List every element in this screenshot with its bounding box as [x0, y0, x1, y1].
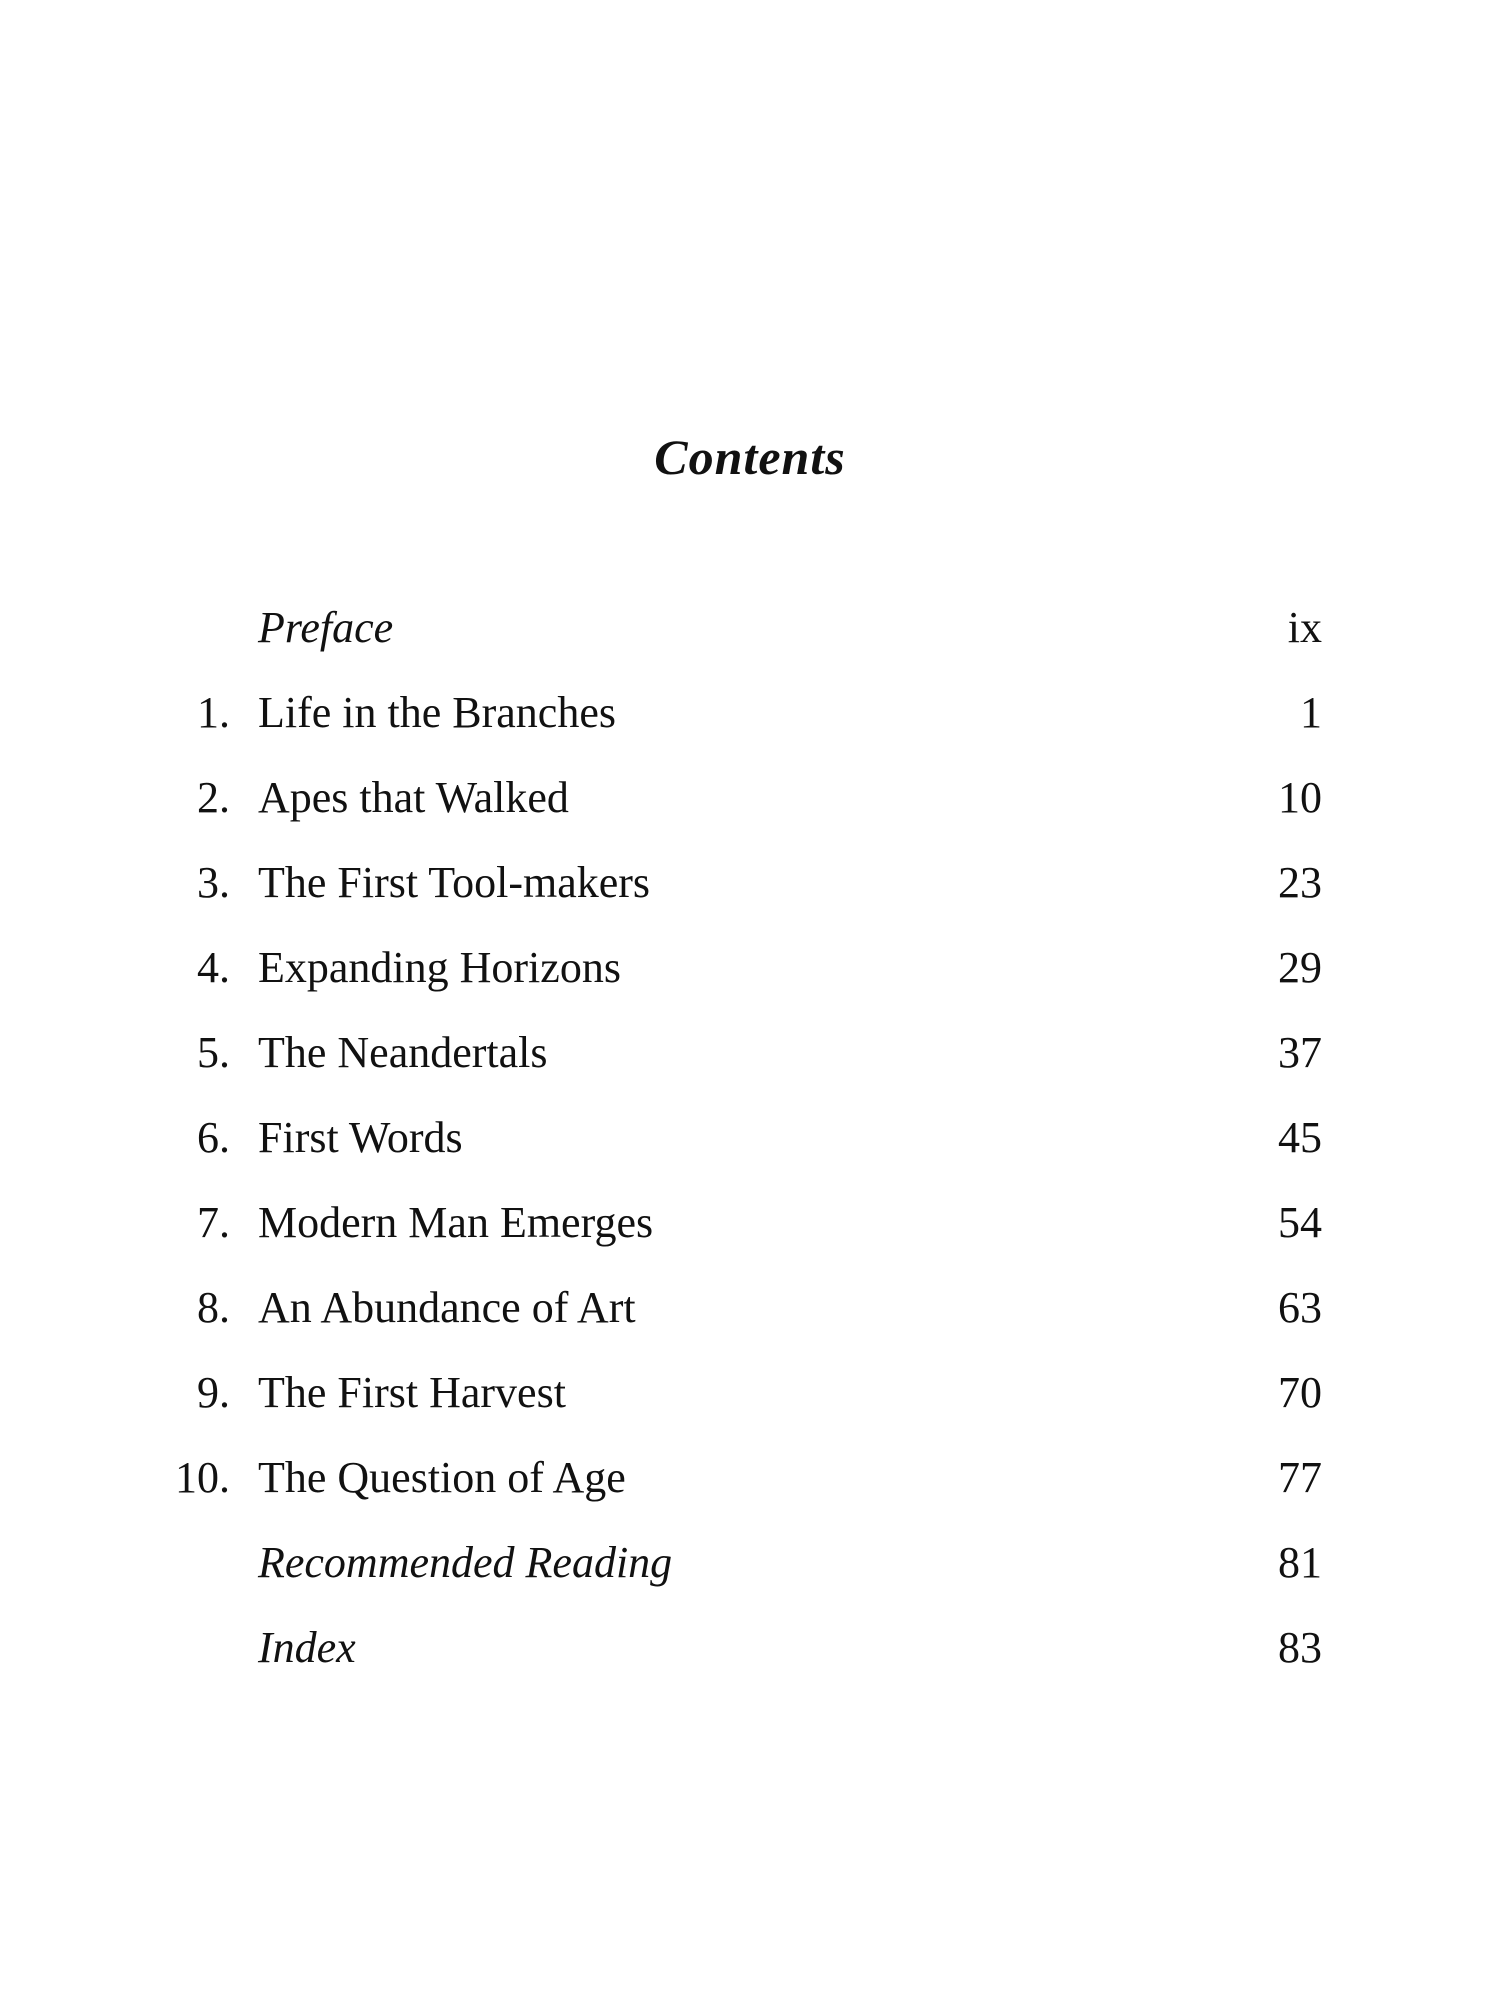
toc-entry-number: 9.	[197, 1368, 230, 1417]
toc-entry-number: 6.	[197, 1113, 230, 1162]
toc-entry-page: 77	[1278, 1453, 1322, 1502]
toc-entry-chapter-10	[0, 1448, 1500, 1533]
toc-entry-chapter-8	[0, 1278, 1500, 1363]
toc-entry-number: 5.	[197, 1028, 230, 1077]
toc-entry-index	[0, 1618, 1500, 1703]
toc-entry-page: 29	[1278, 943, 1322, 992]
toc-entry-title: Recommended Reading	[258, 1538, 673, 1587]
toc-entry-chapter-6	[0, 1108, 1500, 1193]
toc-entry-chapter-1	[0, 683, 1500, 768]
toc-entry-title: Life in the Branches	[258, 688, 616, 737]
toc-entry-title: Expanding Horizons	[258, 943, 621, 992]
toc-entry-number: 2.	[197, 773, 230, 822]
toc-entry-recommended-reading	[0, 1533, 1500, 1618]
toc-entry-page: 37	[1278, 1028, 1322, 1077]
toc-entry-number: 3.	[197, 858, 230, 907]
toc-entry-title: Apes that Walked	[258, 773, 569, 822]
toc-entry-page: 23	[1278, 858, 1322, 907]
toc-entry-title: An Abundance of Art	[258, 1283, 636, 1332]
toc-entry-page: 83	[1278, 1623, 1322, 1672]
toc-entry-chapter-9	[0, 1363, 1500, 1448]
toc-entry-title: The First Harvest	[258, 1368, 566, 1417]
toc-entry-page: 10	[1278, 773, 1322, 822]
contents-title: Contents	[654, 429, 846, 485]
toc-entry-title: Modern Man Emerges	[258, 1198, 654, 1247]
toc-entry-preface	[0, 598, 1500, 683]
toc-entry-number: 4.	[197, 943, 230, 992]
toc-entry-chapter-5	[0, 1023, 1500, 1108]
toc-entry-title: Preface	[258, 603, 394, 652]
toc-entry-page: 1	[1300, 688, 1322, 737]
toc-entry-title: The First Tool-makers	[258, 858, 651, 907]
toc-entry-number: 10.	[175, 1453, 230, 1502]
toc-entry-page: 70	[1278, 1368, 1322, 1417]
toc-entry-number: 1.	[197, 688, 230, 737]
toc-entry-page: 63	[1278, 1283, 1322, 1332]
toc-entry-title: Index	[258, 1623, 356, 1672]
toc-entry-title: The Question of Age	[258, 1453, 626, 1502]
toc-entry-title: The Neandertals	[258, 1028, 548, 1077]
toc-entry-title: First Words	[258, 1113, 463, 1162]
toc-entry-page: 54	[1278, 1198, 1322, 1247]
toc-entry-page: ix	[1287, 603, 1322, 652]
toc-entry-page: 81	[1278, 1538, 1322, 1587]
toc-entry-chapter-4	[0, 938, 1500, 1023]
toc-entry-chapter-7	[0, 1193, 1500, 1278]
toc-entry-number: 7.	[197, 1198, 230, 1247]
toc-entry-page: 45	[1278, 1113, 1322, 1162]
table-of-contents	[0, 598, 1500, 1703]
toc-entry-number: 8.	[197, 1283, 230, 1332]
toc-entry-chapter-2	[0, 768, 1500, 853]
toc-entry-chapter-3	[0, 853, 1500, 938]
